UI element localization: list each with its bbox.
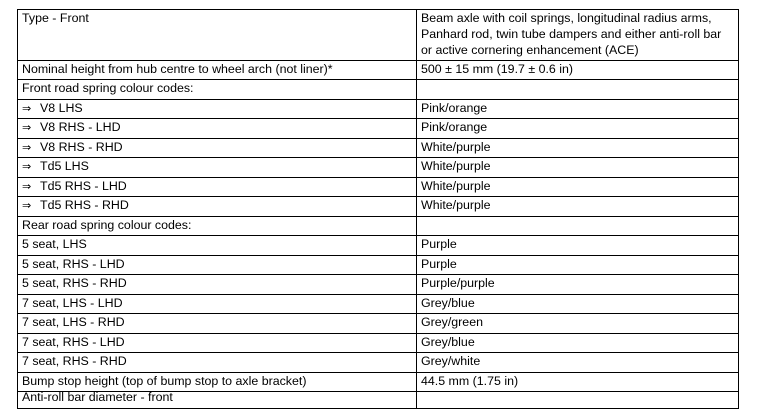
parameter-label: Anti-roll bar diameter - front bbox=[22, 391, 173, 404]
parameter-cell bbox=[18, 158, 417, 178]
table-row bbox=[18, 314, 739, 334]
table-row bbox=[18, 255, 739, 275]
table-row bbox=[18, 372, 739, 392]
section-header-row bbox=[18, 216, 739, 236]
parameter-cell: 7 seat, RHS - RHD bbox=[18, 353, 417, 373]
parameter-cell bbox=[18, 392, 417, 409]
arrow-icon: ⇒ bbox=[22, 140, 32, 154]
parameter-label: V8 RHS - RHD bbox=[40, 139, 123, 154]
value-cell: Purple bbox=[417, 236, 739, 256]
parameter-label: V8 LHS bbox=[40, 100, 83, 115]
value-cell: Beam axle with coil springs, longitudinal radius arms, Panhard rod, twin tube dampers and either anti-roll bar or active cornering enhancement (ACE) bbox=[417, 10, 739, 61]
table-row bbox=[18, 197, 739, 217]
value-cell bbox=[417, 392, 739, 409]
table-row bbox=[18, 353, 739, 373]
parameter-cell bbox=[18, 119, 417, 139]
arrow-icon: ⇒ bbox=[22, 160, 32, 173]
parameter-cell: 5 seat, RHS - RHD bbox=[18, 275, 417, 295]
table-row bbox=[18, 60, 739, 80]
parameter-cell bbox=[18, 138, 417, 158]
parameter-cell: 5 seat, RHS - LHD bbox=[18, 255, 417, 275]
parameter-cell: Front road spring colour codes: bbox=[18, 80, 417, 100]
parameter-cell bbox=[18, 177, 417, 197]
parameter-cell: Rear road spring colour codes: bbox=[18, 216, 417, 236]
value-cell: Pink/orange bbox=[417, 99, 739, 119]
value-cell: Purple bbox=[417, 255, 739, 275]
value-cell: White/purple bbox=[417, 158, 739, 178]
table-row bbox=[18, 333, 739, 353]
parameter-cell bbox=[18, 197, 417, 217]
value-cell: White/purple bbox=[417, 197, 739, 217]
value-cell: White/purple bbox=[417, 138, 739, 158]
table-row bbox=[18, 294, 739, 314]
arrow-icon: ⇒ bbox=[22, 199, 32, 212]
arrow-icon: ⇒ bbox=[22, 121, 32, 134]
table-row bbox=[18, 392, 739, 409]
value-cell: Purple/purple bbox=[417, 275, 739, 295]
value-cell: 44.5 mm (1.75 in) bbox=[417, 372, 739, 392]
table-row bbox=[18, 99, 739, 119]
value-cell: Grey/blue bbox=[417, 294, 739, 314]
value-cell: Grey/green bbox=[417, 314, 739, 334]
value-cell: White/purple bbox=[417, 177, 739, 197]
table-row bbox=[18, 177, 739, 197]
table-row bbox=[18, 10, 739, 61]
table-row bbox=[18, 236, 739, 256]
section-header-row bbox=[18, 80, 739, 100]
parameter-label: V8 RHS - LHD bbox=[40, 120, 121, 134]
parameter-cell: 5 seat, LHS bbox=[18, 236, 417, 256]
table-row bbox=[18, 158, 739, 178]
parameter-label: Td5 RHS - LHD bbox=[40, 178, 127, 193]
parameter-cell bbox=[18, 99, 417, 119]
arrow-icon: ⇒ bbox=[22, 101, 32, 115]
parameter-cell: 7 seat, LHS - LHD bbox=[18, 294, 417, 314]
arrow-icon: ⇒ bbox=[22, 179, 32, 193]
parameter-label: Td5 LHS bbox=[40, 159, 89, 173]
parameter-cell: Bump stop height (top of bump stop to axle bracket) bbox=[18, 372, 417, 392]
parameter-cell: Nominal height from hub centre to wheel arch (not liner)* bbox=[18, 60, 417, 80]
value-cell: Grey/white bbox=[417, 353, 739, 373]
parameter-cell: 7 seat, RHS - LHD bbox=[18, 333, 417, 353]
suspension-spec-table bbox=[17, 9, 739, 409]
parameter-cell: Type - Front bbox=[18, 10, 417, 61]
parameter-cell: 7 seat, LHS - RHD bbox=[18, 314, 417, 334]
value-cell: Pink/orange bbox=[417, 119, 739, 139]
parameter-label: Td5 RHS - RHD bbox=[40, 198, 129, 212]
table-row bbox=[18, 275, 739, 295]
value-cell: 500 ± 15 mm (19.7 ± 0.6 in) bbox=[417, 60, 739, 80]
table-row bbox=[18, 138, 739, 158]
value-cell bbox=[417, 80, 739, 100]
value-cell bbox=[417, 216, 739, 236]
table-row bbox=[18, 119, 739, 139]
value-cell: Grey/blue bbox=[417, 333, 739, 353]
